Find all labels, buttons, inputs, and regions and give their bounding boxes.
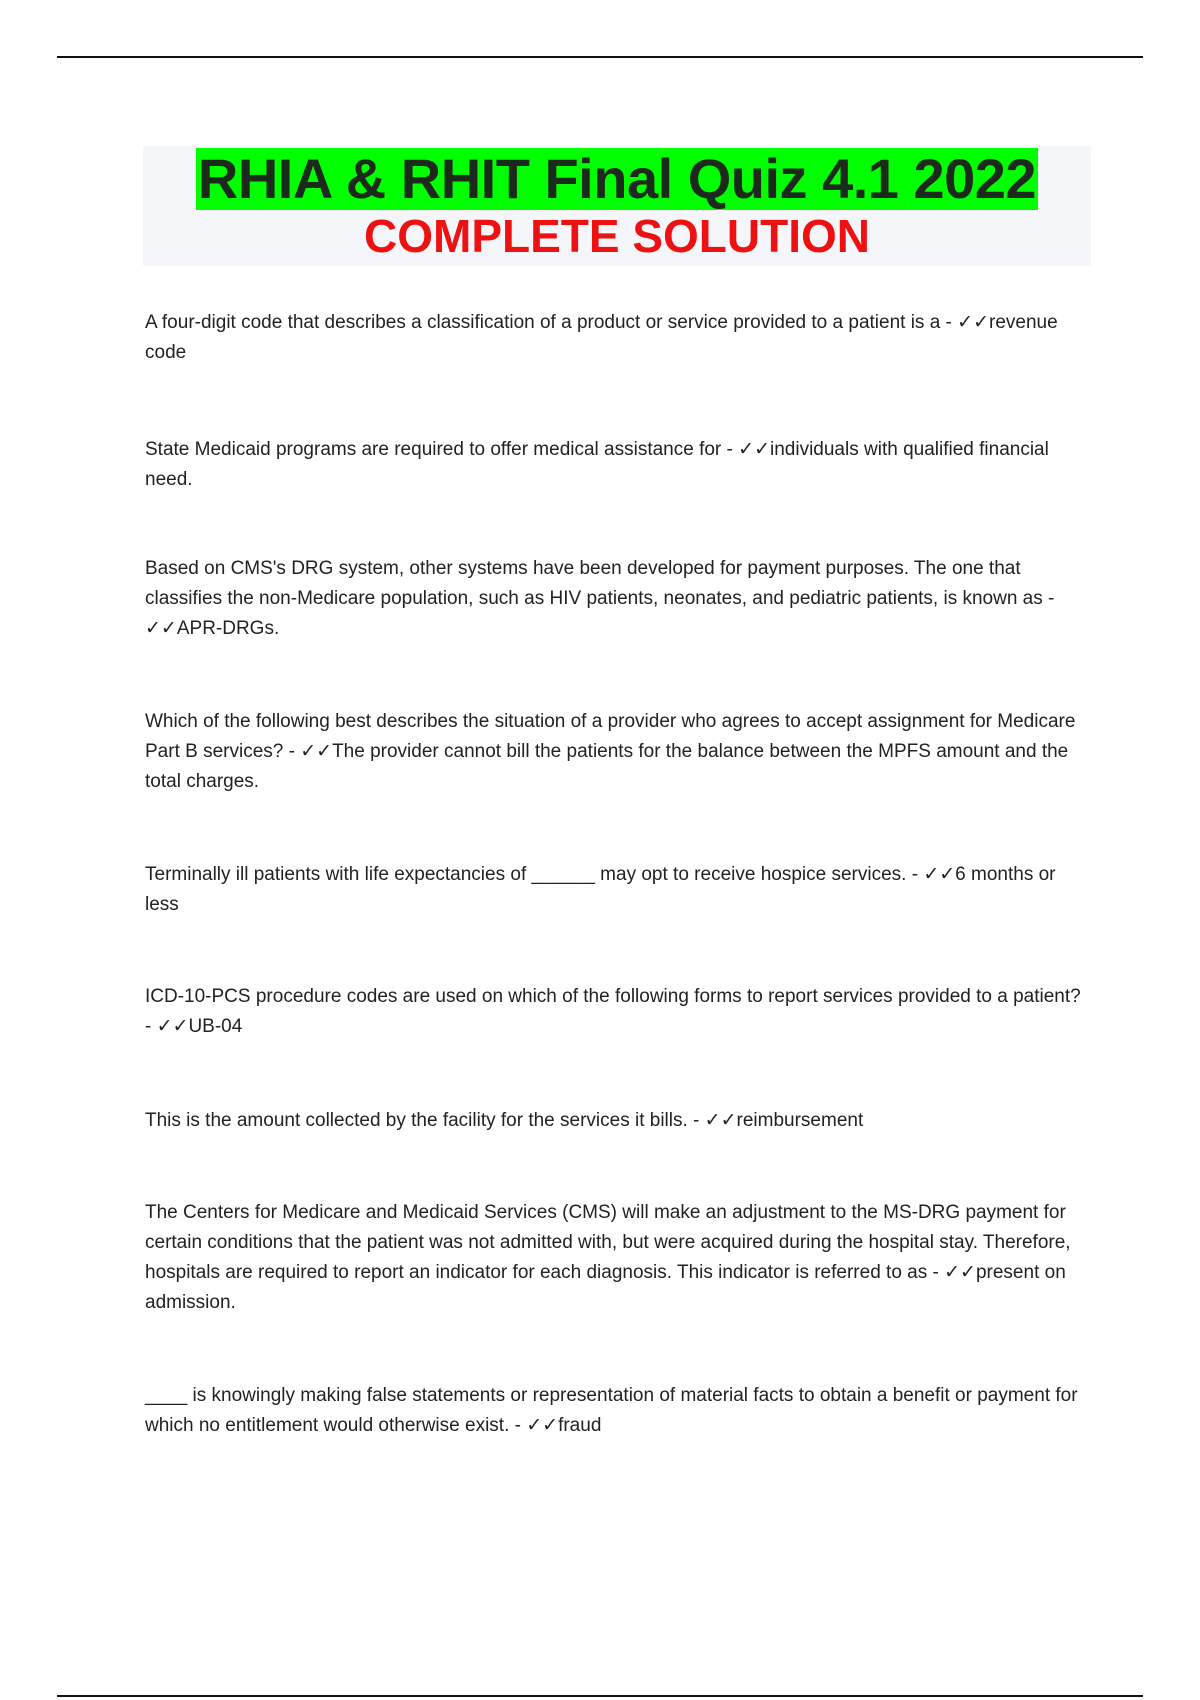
- qa-item-8: [145, 1198, 1090, 1318]
- question-text: ____ is knowingly making false statements or representation of material facts to obtain a benefit or payment for which no entitlement would otherwise exist. -: [145, 1385, 1078, 1436]
- check-icon: ✓✓: [145, 618, 177, 639]
- qa-item-9: [145, 1381, 1090, 1441]
- check-icon: ✓✓: [704, 1110, 737, 1131]
- document-subtitle: COMPLETE SOLUTION: [364, 210, 870, 262]
- question-text: State Medicaid programs are required to offer medical assistance for -: [145, 439, 739, 460]
- qa-item-3: [145, 554, 1090, 644]
- question-text: Based on CMS's DRG system, other systems have been developed for payment purposes. The one that classifies the non-Medicare population, such as HIV patients, neonates, and pediatric patients, is known as -: [145, 558, 1055, 609]
- document-title: RHIA & RHIT Final Quiz 4.1 2022: [197, 147, 1037, 210]
- qa-item-1: [145, 308, 1090, 368]
- question-text: Which of the following best describes the situation of a provider who agrees to accept assignment for Medicare Part B services? -: [145, 711, 1076, 762]
- check-icon: ✓✓: [526, 1415, 559, 1436]
- question-text: A four-digit code that describes a classification of a product or service provided to a patient is a -: [145, 312, 958, 333]
- top-rule: [57, 56, 1143, 58]
- check-icon: ✓✓: [738, 439, 770, 460]
- answer-text: revenue code: [145, 312, 1058, 363]
- qa-item-6: [145, 982, 1090, 1042]
- check-icon: ✓✓: [300, 741, 333, 762]
- bottom-rule: [57, 1695, 1143, 1697]
- question-text: ICD-10-PCS procedure codes are used on which of the following forms to report services provided to a patient? -: [145, 986, 1081, 1037]
- question-text: The Centers for Medicare and Medicaid Services (CMS) will make an adjustment to the MS-DRG payment for certain conditions that the patient was not admitted with, but were acquired during the hospital stay. Therefore, hospitals are required to report an indicator for each diagnosis. This indicator is referred to as -: [145, 1202, 1071, 1283]
- check-icon: ✓✓: [923, 864, 956, 885]
- answer-text: fraud: [558, 1415, 602, 1436]
- check-icon: ✓✓: [156, 1016, 189, 1037]
- answer-text: The provider cannot bill the patients for the balance between the MPFS amount and the total charges.: [145, 741, 1069, 792]
- answer-text: individuals with qualified financial need.: [145, 439, 1049, 490]
- qa-item-7: [145, 1106, 1090, 1136]
- check-icon: ✓✓: [944, 1262, 976, 1283]
- question-text: Terminally ill patients with life expectancies of ______ may opt to receive hospice services. -: [145, 864, 924, 885]
- answer-text: reimbursement: [736, 1110, 864, 1131]
- question-text: This is the amount collected by the facility for the services it bills. -: [145, 1110, 705, 1131]
- title-block: [143, 146, 1091, 266]
- answer-text: UB-04: [188, 1016, 243, 1037]
- answer-text: APR-DRGs.: [176, 618, 280, 639]
- check-icon: ✓✓: [957, 312, 989, 333]
- qa-item-4: [145, 707, 1090, 797]
- answer-text: 6 months or less: [145, 864, 1056, 915]
- answer-text: present on admission.: [145, 1262, 1066, 1313]
- qa-item-2: [145, 435, 1090, 495]
- qa-item-5: [145, 860, 1090, 920]
